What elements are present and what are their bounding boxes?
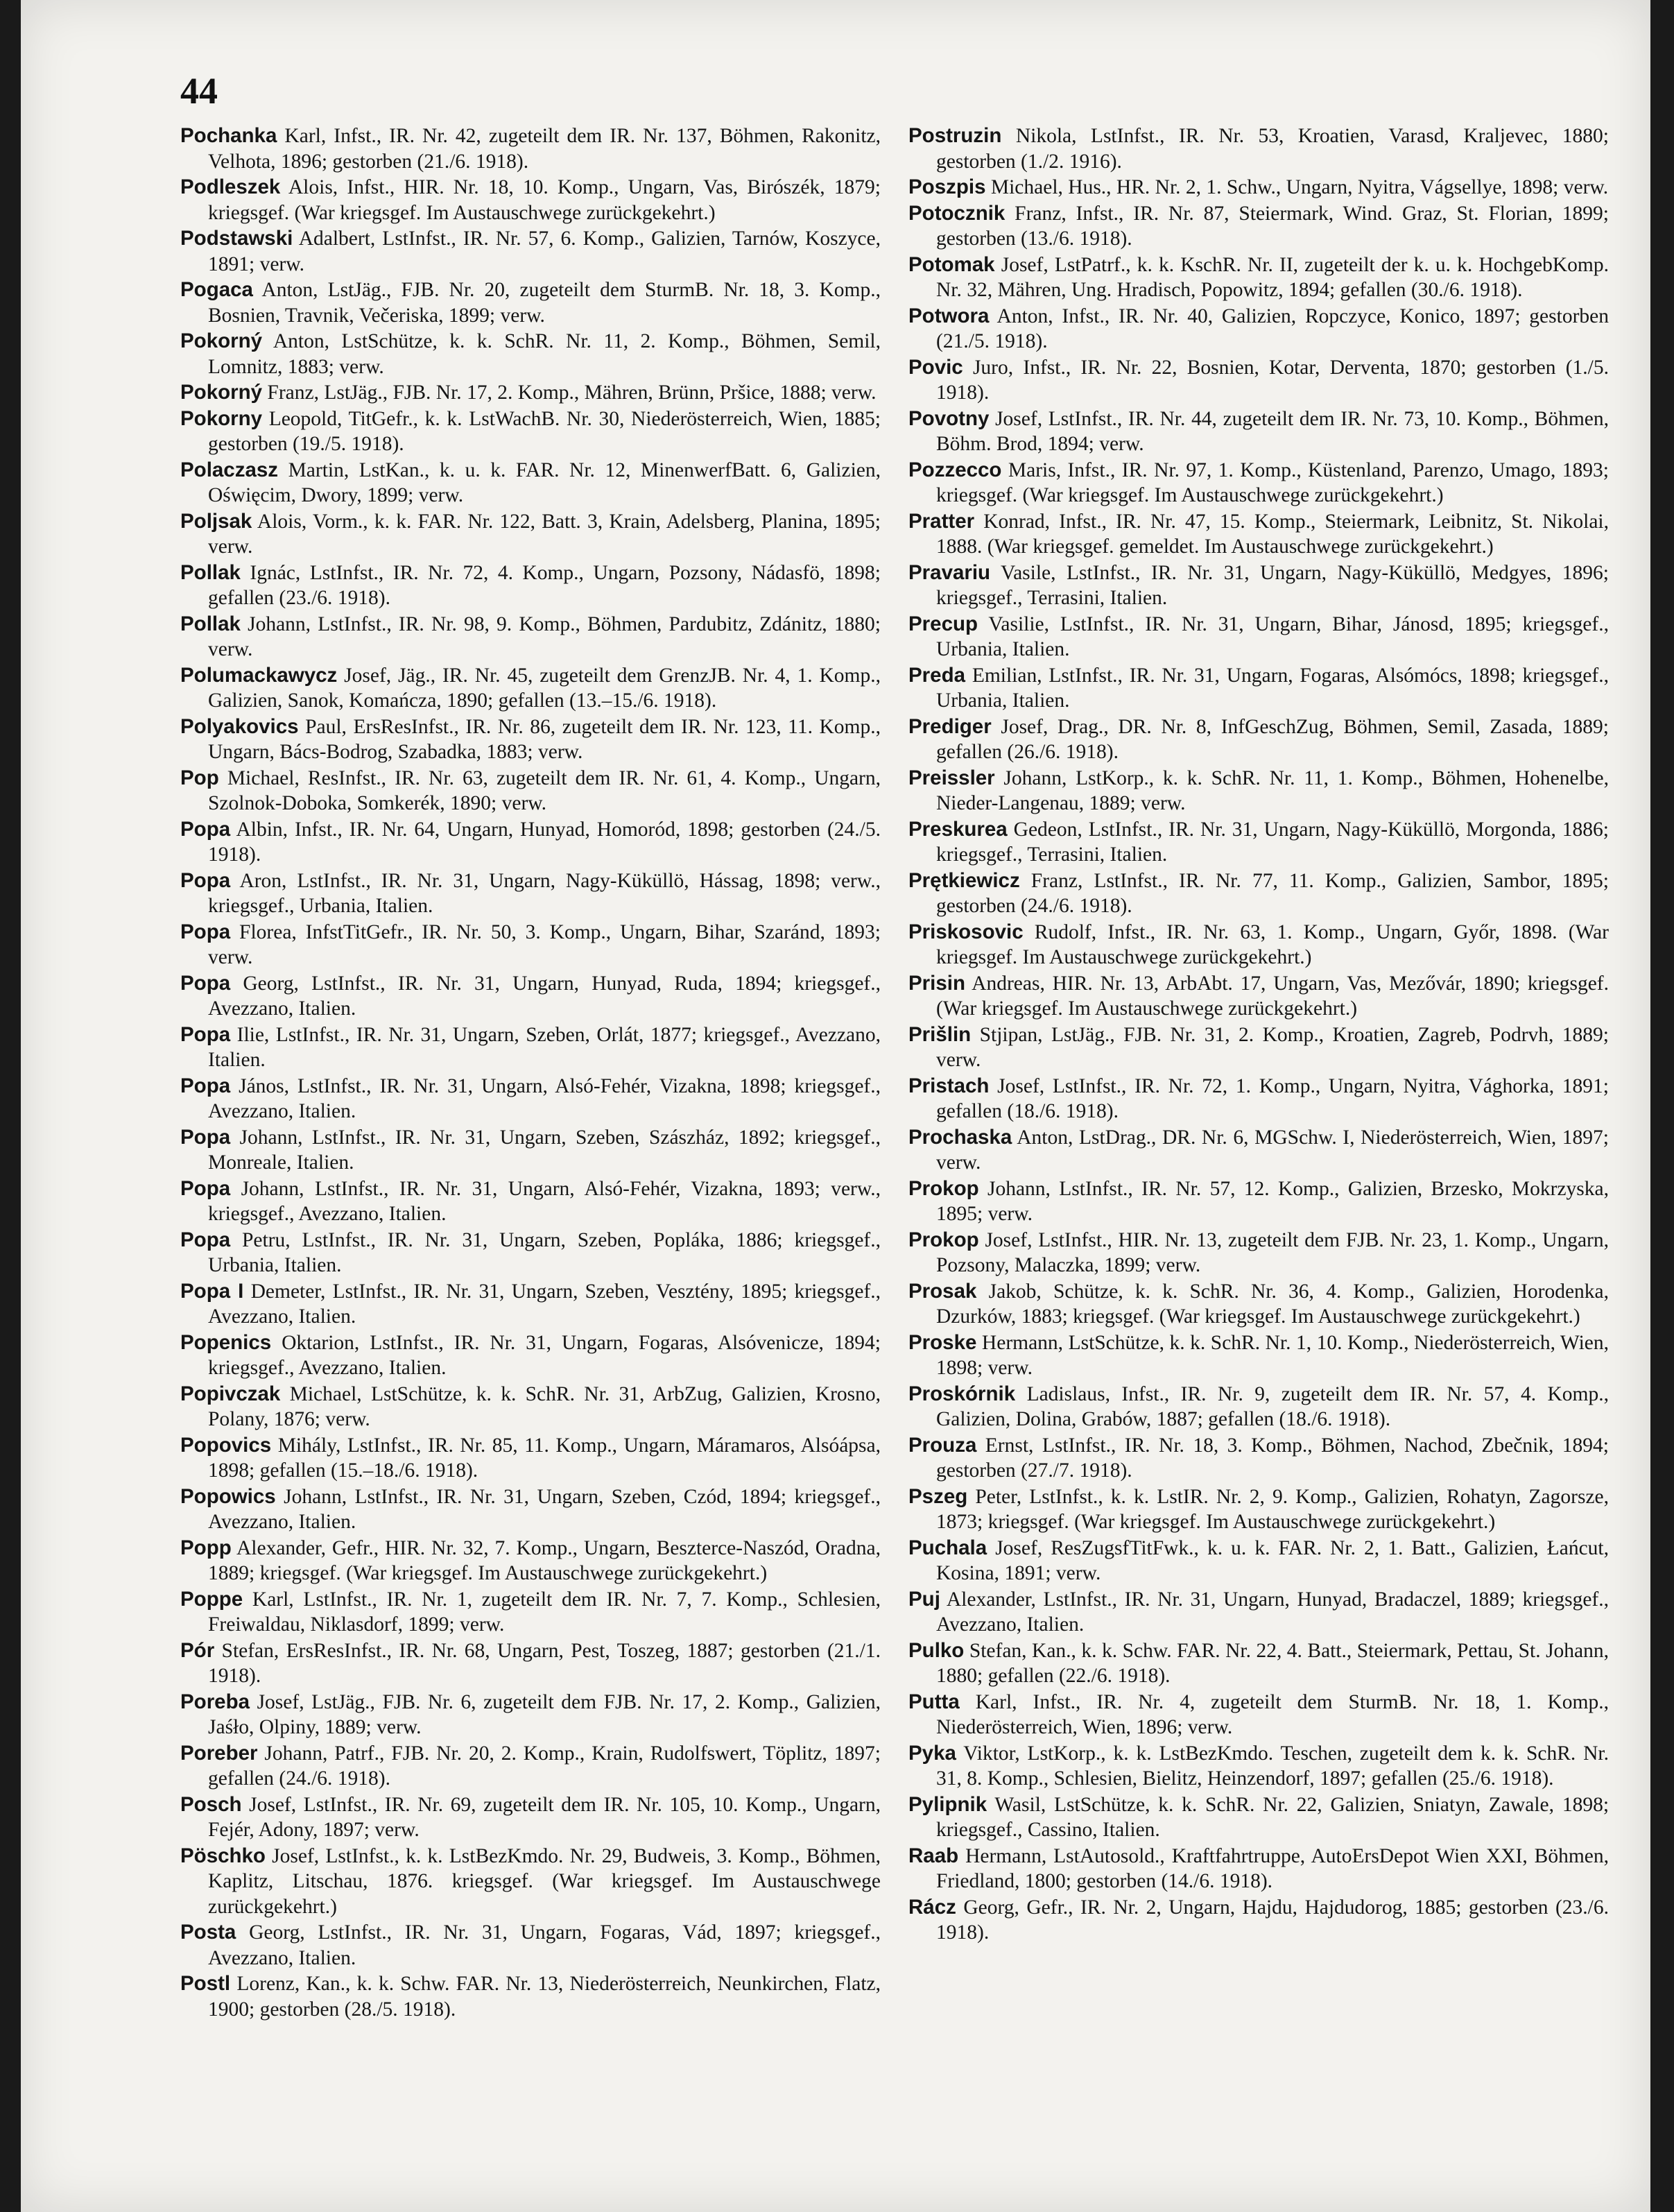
entry-surname: Pozzecco — [908, 458, 1002, 481]
entry-details: Juro, Infst., IR. Nr. 22, Bosnien, Kotar, Derventa, 1870; gestorben (1./5. 1918). — [936, 356, 1609, 404]
list-entry — [908, 509, 1609, 560]
list-entry — [180, 1536, 881, 1586]
entry-surname: Pristach — [908, 1074, 990, 1097]
entry-surname: Pulko — [908, 1638, 965, 1662]
entry-surname: Polaczasz — [180, 458, 279, 481]
entry-surname: Pöschko — [180, 1844, 266, 1867]
entry-surname: Prouza — [908, 1433, 977, 1457]
entry-details: Lorenz, Kan., k. k. Schw. FAR. Nr. 13, Niederösterreich, Neunkirchen, Flatz, 1900; gestorben (28./5. 1918). — [208, 1973, 881, 2021]
entry-surname: Popa — [180, 920, 231, 943]
list-entry — [908, 1382, 1609, 1432]
entry-details: Anton, LstJäg., FJB. Nr. 20, zugeteilt dem SturmB. Nr. 18, 3. Komp., Bosnien, Travnik, Večeriska, 1899; verw. — [208, 279, 881, 327]
entry-details: Mihály, LstInfst., IR. Nr. 85, 11. Komp., Ungarn, Máramaros, Alsóápsa, 1898; gefallen (15.–18./6. 1918). — [208, 1434, 881, 1482]
list-entry — [180, 1690, 881, 1740]
entry-details: Alexander, Gefr., HIR. Nr. 32, 7. Komp., Ungarn, Beszterce-Naszód, Oradna, 1889; kriegsgef. (War kriegsgef. Im Austauschwege zurückgekehrt.) — [208, 1536, 881, 1584]
entry-surname: Popa I — [180, 1279, 244, 1303]
entry-surname: Preda — [908, 663, 965, 687]
entry-surname: Popa — [180, 868, 231, 892]
entry-details: Franz, LstJäg., FJB. Nr. 17, 2. Komp., Mähren, Brünn, Pršice, 1888; verw. — [267, 381, 877, 404]
entry-details: Konrad, Infst., IR. Nr. 47, 15. Komp., Steiermark, Leibnitz, St. Nikolai, 1888. (War kriegsgef. gemeldet. Im Austauschwege zurückgekehrt.) — [936, 510, 1610, 558]
entry-surname: Prediger — [908, 714, 992, 738]
entry-surname: Pokorný — [180, 381, 263, 404]
entry-surname: Popivczak — [180, 1382, 281, 1405]
entry-details: Andreas, HIR. Nr. 13, ArbAbt. 17, Ungarn, Vas, Mezővár, 1890; kriegsgef. (War kriegsgef. Im Austauschwege zurückgekehrt.) — [936, 972, 1610, 1020]
list-entry — [908, 766, 1609, 816]
entry-details: Gedeon, LstInfst., IR. Nr. 31, Ungarn, Nagy-Küküllö, Morgonda, 1886; kriegsgef., Terrasini, Italien. — [936, 818, 1610, 866]
entry-details: Stefan, Kan., k. k. Schw. FAR. Nr. 22, 4. Batt., Steiermark, Pettau, St. Johann, 1880; gefallen (22./6. 1918). — [936, 1639, 1610, 1687]
entry-surname: Prišlin — [908, 1022, 972, 1046]
entry-details: Vasile, LstInfst., IR. Nr. 31, Ungarn, Nagy-Küküllö, Medgyes, 1896; kriegsgef., Terrasini, Italien. — [936, 561, 1609, 609]
entry-surname: Precup — [908, 612, 978, 635]
list-entry — [908, 1330, 1609, 1381]
list-entry — [908, 1895, 1609, 1946]
entry-surname: Potocznik — [908, 201, 1006, 225]
entry-surname: Postl — [180, 1972, 231, 1995]
entry-details: Viktor, LstKorp., k. k. LstBezKmdo. Teschen, zugeteilt dem k. k. SchR. Nr. 31, 8. Komp., Schlesien, Bielitz, Heinzendorf, 1897; gefallen (25./6. 1918). — [936, 1742, 1609, 1790]
entry-surname: Rácz — [908, 1895, 956, 1919]
list-entry — [908, 458, 1609, 508]
entry-surname: Prokop — [908, 1228, 979, 1251]
list-entry — [908, 1228, 1609, 1278]
entry-surname: Posta — [180, 1921, 236, 1944]
entry-details: Ladislaus, Infst., IR. Nr. 9, zugeteilt dem IR. Nr. 57, 4. Komp., Galizien, Dolina, Grabów, 1887; gefallen (18./6. 1918). — [936, 1382, 1609, 1430]
list-entry — [180, 1125, 881, 1176]
entry-details: János, LstInfst., IR. Nr. 31, Ungarn, Alsó-Fehér, Vizakna, 1898; kriegsgef., Avezzano, Italien. — [208, 1074, 881, 1122]
entry-surname: Puj — [908, 1587, 940, 1611]
list-entry — [180, 868, 881, 919]
entry-surname: Prisin — [908, 971, 965, 995]
page-number: 44 — [180, 70, 218, 112]
entry-details: Karl, Infst., IR. Nr. 4, zugeteilt dem SturmB. Nr. 18, 1. Komp., Niederösterreich, Wien, 1896; verw. — [936, 1690, 1610, 1738]
entry-surname: Popa — [180, 1125, 231, 1149]
entry-details: Peter, LstInfst., k. k. LstIR. Nr. 2, 9. Komp., Galizien, Rohatyn, Zagorsze, 1873; kriegsgef. (War kriegsgef. Im Austauschwege zurückgekehrt.) — [936, 1485, 1610, 1533]
list-entry — [908, 355, 1609, 406]
document-page — [21, 0, 1650, 2212]
entry-details: Josef, ResZugsfTitFwk., k. u. k. FAR. Nr. 2, 1. Batt., Galizien, Łańcut, Kosina, 1891; verw. — [936, 1536, 1609, 1584]
entry-details: Adalbert, LstInfst., IR. Nr. 57, 6. Komp., Galizien, Tarnów, Koszyce, 1891; verw. — [208, 228, 881, 275]
entry-details: Leopold, TitGefr., k. k. LstWachB. Nr. 30, Niederösterreich, Wien, 1885; gestorben (19./5. 1918). — [208, 407, 881, 455]
entry-surname: Priskosovic — [908, 920, 1024, 943]
entry-surname: Pop — [180, 766, 219, 789]
list-entry — [908, 175, 1609, 200]
entry-surname: Pyka — [908, 1741, 956, 1765]
list-entry — [908, 1690, 1609, 1740]
list-entry — [180, 1587, 881, 1638]
entry-surname: Poljsak — [180, 509, 252, 533]
right-column — [908, 123, 1609, 1946]
list-entry — [180, 1330, 881, 1381]
list-entry — [180, 1971, 881, 2022]
list-entry — [180, 329, 881, 379]
entry-surname: Pokorný — [180, 329, 263, 352]
entry-surname: Preissler — [908, 766, 995, 789]
entry-details: Josef, LstInfst., IR. Nr. 72, 1. Komp., Ungarn, Nyitra, Vághorka, 1891; gefallen (18./6. 1918). — [936, 1074, 1609, 1122]
list-entry — [908, 920, 1609, 970]
list-entry — [180, 1484, 881, 1535]
list-entry — [908, 304, 1609, 354]
entry-details: Florea, InfstTitGefr., IR. Nr. 50, 3. Komp., Ungarn, Bihar, Szaránd, 1893; verw. — [208, 920, 881, 968]
entry-surname: Pylipnik — [908, 1792, 987, 1816]
entry-details: Michael, ResInfst., IR. Nr. 63, zugeteilt dem IR. Nr. 61, 4. Komp., Ungarn, Szolnok-Doboka, Somkerék, 1890; verw. — [208, 766, 881, 814]
list-entry — [180, 971, 881, 1022]
entry-surname: Pokorny — [180, 406, 263, 430]
list-entry — [180, 458, 881, 508]
list-entry — [908, 1176, 1609, 1227]
entry-details: Emilian, LstInfst., IR. Nr. 31, Ungarn, Fogaras, Alsómócs, 1898; kriegsgef., Urbania, Italien. — [936, 664, 1610, 712]
list-entry — [908, 252, 1609, 303]
entry-surname: Prochaska — [908, 1125, 1012, 1149]
entry-details: Wasil, LstSchütze, k. k. SchR. Nr. 22, Galizien, Sniatyn, Zawale, 1898; kriegsgef., Cassino, Italien. — [936, 1793, 1610, 1841]
entry-surname: Povotny — [908, 406, 990, 430]
list-entry — [180, 1279, 881, 1330]
list-entry — [180, 920, 881, 970]
entry-surname: Poreber — [180, 1741, 258, 1765]
list-entry — [180, 380, 881, 406]
entry-details: Michael, Hus., HR. Nr. 2, 1. Schw., Ungarn, Nyitra, Vágsellye, 1898; verw. — [990, 176, 1609, 198]
entry-details: Petru, LstInfst., IR. Nr. 31, Ungarn, Szeben, Popláka, 1886; kriegsgef., Urbania, Italien. — [208, 1228, 881, 1276]
entry-details: Georg, LstInfst., IR. Nr. 31, Ungarn, Fogaras, Vád, 1897; kriegsgef., Avezzano, Italien. — [208, 1921, 881, 1969]
list-entry — [180, 1074, 881, 1124]
entry-surname: Podleszek — [180, 175, 281, 198]
entry-details: Josef, Jäg., IR. Nr. 45, zugeteilt dem GrenzJB. Nr. 4, 1. Komp., Galizien, Sanok, Komańcza, 1890; gefallen (13.–15./6. 1918). — [208, 664, 881, 712]
list-entry — [908, 817, 1609, 868]
entry-details: Jakob, Schütze, k. k. SchR. Nr. 36, 4. Komp., Galizien, Horodenka, Dzurków, 1883; kriegsgef. (War kriegsgef. Im Austauschwege zurückgekehrt.) — [936, 1280, 1610, 1328]
entry-surname: Postruzin — [908, 124, 1002, 147]
list-entry — [908, 1433, 1609, 1484]
entry-details: Albin, Infst., IR. Nr. 64, Ungarn, Hunyad, Homoród, 1898; gestorben (24./5. 1918). — [208, 818, 881, 866]
list-entry — [908, 714, 1609, 765]
list-entry — [908, 1844, 1609, 1894]
entry-surname: Popa — [180, 1074, 231, 1097]
list-entry — [180, 1382, 881, 1432]
entry-details: Josef, LstInfst., IR. Nr. 44, zugeteilt dem IR. Nr. 73, 10. Komp., Böhmen, Böhm. Brod, 1894; verw. — [936, 407, 1610, 455]
list-entry — [180, 226, 881, 277]
list-entry — [908, 1279, 1609, 1330]
entry-details: Anton, LstSchütze, k. k. SchR. Nr. 11, 2. Komp., Böhmen, Semil, Lomnitz, 1883; verw. — [208, 330, 881, 378]
list-entry — [180, 714, 881, 765]
entry-details: Maris, Infst., IR. Nr. 97, 1. Komp., Küstenland, Parenzo, Umago, 1893; kriegsgef. (War kriegsgef. Im Austauschwege zurückgekehrt.) — [936, 458, 1610, 506]
entry-surname: Pravariu — [908, 560, 991, 584]
entry-details: Josef, LstInfst., IR. Nr. 69, zugeteilt dem IR. Nr. 105, 10. Komp., Ungarn, Fejér, Adony, 1897; verw. — [208, 1793, 881, 1841]
list-entry — [180, 612, 881, 662]
list-entry — [908, 1484, 1609, 1535]
entry-surname: Pollak — [180, 612, 241, 635]
entry-details: Josef, LstJäg., FJB. Nr. 6, zugeteilt dem FJB. Nr. 17, 2. Komp., Galizien, Jaśło, Olpiny, 1889; verw. — [208, 1690, 881, 1738]
entry-surname: Prosak — [908, 1279, 977, 1303]
entry-surname: Puchala — [908, 1536, 987, 1559]
entry-details: Alois, Infst., HIR. Nr. 18, 10. Komp., Ungarn, Vas, Birószék, 1879; kriegsgef. (War kriegsgef. Im Austauschwege zurückgekehrt.) — [208, 176, 881, 224]
entry-details: Johann, LstInfst., IR. Nr. 98, 9. Komp., Böhmen, Pardubitz, Zdánitz, 1880; verw. — [208, 612, 881, 660]
list-entry — [180, 123, 881, 174]
entry-surname: Popovics — [180, 1433, 272, 1457]
entry-surname: Proske — [908, 1330, 977, 1354]
entry-details: Anton, LstDrag., DR. Nr. 6, MGSchw. I, Niederösterreich, Wien, 1897; verw. — [936, 1126, 1609, 1174]
entry-details: Johann, LstInfst., IR. Nr. 31, Ungarn, Alsó-Fehér, Vizakna, 1893; verw., kriegsgef., Avezzano, Italien. — [208, 1177, 881, 1225]
entry-surname: Popa — [180, 1176, 231, 1200]
list-entry — [180, 1844, 881, 1920]
entry-surname: Popa — [180, 1228, 231, 1251]
entry-details: Vasilie, LstInfst., IR. Nr. 31, Ungarn, Bihar, Jánosd, 1895; kriegsgef., Urbania, Italien. — [936, 612, 1609, 660]
list-entry — [180, 1228, 881, 1278]
entry-surname: Posch — [180, 1792, 242, 1816]
entry-surname: Potwora — [908, 304, 990, 327]
entry-details: Johann, Patrf., FJB. Nr. 20, 2. Komp., Krain, Rudolfswert, Töplitz, 1897; gefallen (24./6. 1918). — [208, 1742, 881, 1790]
entry-surname: Prokop — [908, 1176, 979, 1200]
entry-details: Hermann, LstSchütze, k. k. SchR. Nr. 1, 10. Komp., Niederösterreich, Wien, 1898; verw. — [936, 1331, 1610, 1379]
entry-details: Rudolf, Infst., IR. Nr. 63, 1. Komp., Ungarn, Győr, 1898. (War kriegsgef. Im Austauschwege zurückgekehrt.) — [936, 920, 1609, 968]
entry-surname: Popp — [180, 1536, 232, 1559]
entry-surname: Popenics — [180, 1330, 272, 1354]
list-entry — [908, 1638, 1609, 1689]
list-entry — [908, 406, 1609, 457]
entry-details: Hermann, LstAutosold., Kraftfahrtruppe, AutoErsDepot Wien XXI, Böhmen, Friedland, 1800; gestorben (14./6. 1918). — [936, 1844, 1609, 1892]
entry-details: Alexander, LstInfst., IR. Nr. 31, Ungarn, Hunyad, Bradaczel, 1889; kriegsgef., Avezzano, Italien. — [936, 1588, 1609, 1636]
entry-details: Josef, Drag., DR. Nr. 8, InfGeschZug, Böhmen, Semil, Zasada, 1889; gefallen (26./6. 1918). — [936, 715, 1609, 763]
list-entry — [180, 766, 881, 816]
entry-details: Franz, LstInfst., IR. Nr. 77, 11. Komp., Galizien, Sambor, 1895; gestorben (24./6. 1918). — [936, 869, 1609, 917]
entry-details: Karl, LstInfst., IR. Nr. 1, zugeteilt dem IR. Nr. 7, 7. Komp., Schlesien, Freiwaldau, Niklasdorf, 1899; verw. — [208, 1588, 881, 1636]
list-entry — [180, 1741, 881, 1792]
entry-surname: Pratter — [908, 509, 975, 533]
entry-details: Georg, LstInfst., IR. Nr. 31, Ungarn, Hunyad, Ruda, 1894; kriegsgef., Avezzano, Italien. — [208, 972, 881, 1020]
entry-surname: Polyakovics — [180, 714, 299, 738]
entry-surname: Pór — [180, 1638, 215, 1662]
entry-surname: Poszpis — [908, 175, 986, 198]
entry-details: Stefan, ErsResInfst., IR. Nr. 68, Ungarn, Pest, Toszeg, 1887; gestorben (21./1. 1918). — [208, 1639, 881, 1687]
entry-details: Ilie, LstInfst., IR. Nr. 31, Ungarn, Szeben, Orlát, 1877; kriegsgef., Avezzano, Italien. — [208, 1023, 881, 1071]
list-entry — [908, 971, 1609, 1022]
list-entry — [180, 1022, 881, 1073]
list-entry — [908, 1022, 1609, 1073]
left-column — [180, 123, 881, 2023]
entry-surname: Pszeg — [908, 1484, 968, 1508]
entry-surname: Potomak — [908, 252, 995, 276]
entry-surname: Pollak — [180, 560, 241, 584]
entry-details: Johann, LstInfst., IR. Nr. 31, Ungarn, Szeben, Czód, 1894; kriegsgef., Avezzano, Italien. — [208, 1485, 881, 1533]
list-entry — [180, 406, 881, 457]
entry-details: Josef, LstPatrf., k. k. KschR. Nr. II, zugeteilt der k. u. k. HochgebKomp. Nr. 32, Mähren, Ung. Hradisch, Popowitz, 1894; gefallen (30./6. 1918). — [936, 253, 1610, 301]
entry-surname: Povic — [908, 355, 963, 379]
entry-details: Josef, LstInfst., HIR. Nr. 13, zugeteilt dem FJB. Nr. 23, 1. Komp., Ungarn, Pozsony, Malaczka, 1899; verw. — [936, 1228, 1610, 1276]
list-entry — [180, 663, 881, 714]
list-entry — [180, 1792, 881, 1843]
entry-details: Stjipan, LstJäg., FJB. Nr. 31, 2. Komp., Kroatien, Zagreb, Podrvh, 1889; verw. — [936, 1023, 1610, 1071]
entry-details: Ignác, LstInfst., IR. Nr. 72, 4. Komp., Ungarn, Pozsony, Nádasfö, 1898; gefallen (23./6. 1918). — [208, 561, 881, 609]
entry-surname: Proskórnik — [908, 1382, 1016, 1405]
entry-surname: Pochanka — [180, 124, 277, 147]
list-entry — [180, 277, 881, 328]
entry-surname: Pogaca — [180, 278, 253, 301]
entry-surname: Popa — [180, 1022, 231, 1046]
entry-surname: Podstawski — [180, 227, 293, 250]
list-entry — [908, 868, 1609, 919]
entry-details: Johann, LstKorp., k. k. SchR. Nr. 11, 1. Komp., Böhmen, Hohenelbe, Nieder-Langenau, 1889; verw. — [936, 766, 1609, 814]
list-entry — [180, 175, 881, 225]
list-entry — [908, 560, 1609, 611]
entry-details: Oktarion, LstInfst., IR. Nr. 31, Ungarn, Fogaras, Alsóvenicze, 1894; kriegsgef., Avezzano, Italien. — [208, 1331, 881, 1379]
entry-details: Nikola, LstInfst., IR. Nr. 53, Kroatien, Varasd, Kraljevec, 1880; gestorben (1./2. 1916). — [936, 125, 1609, 173]
list-entry — [180, 560, 881, 611]
entry-surname: Raab — [908, 1844, 959, 1867]
entry-surname: Preskurea — [908, 817, 1008, 841]
entry-details: Ernst, LstInfst., IR. Nr. 18, 3. Komp., Böhmen, Nachod, Zbečnik, 1894; gestorben (27./7. 1918). — [936, 1434, 1609, 1482]
list-entry — [908, 1741, 1609, 1792]
entry-surname: Poreba — [180, 1690, 250, 1713]
list-entry — [908, 201, 1609, 252]
list-entry — [180, 1638, 881, 1689]
list-entry — [908, 123, 1609, 174]
entry-details: Michael, LstSchütze, k. k. SchR. Nr. 31, ArbZug, Galizien, Krosno, Polany, 1876; verw. — [208, 1382, 881, 1430]
entry-details: Paul, ErsResInfst., IR. Nr. 86, zugeteilt dem IR. Nr. 123, 11. Komp., Ungarn, Bács-Bodrog, Szabadka, 1883; verw. — [208, 715, 881, 763]
list-entry — [180, 1920, 881, 1971]
list-entry — [908, 1125, 1609, 1176]
entry-details: Anton, Infst., IR. Nr. 40, Galizien, Ropczyce, Konico, 1897; gestorben (21./5. 1918). — [936, 305, 1609, 352]
entry-details: Johann, LstInfst., IR. Nr. 57, 12. Komp., Galizien, Brzesko, Mokrzyska, 1895; verw. — [936, 1177, 1610, 1225]
entry-details: Aron, LstInfst., IR. Nr. 31, Ungarn, Nagy-Küküllö, Hássag, 1898; verw., kriegsgef., Urbania, Italien. — [208, 869, 881, 917]
list-entry — [908, 1792, 1609, 1843]
list-entry — [180, 509, 881, 560]
entry-surname: Prętkiewicz — [908, 868, 1020, 892]
entry-surname: Poppe — [180, 1587, 243, 1611]
entry-surname: Putta — [908, 1690, 960, 1713]
list-entry — [180, 1433, 881, 1484]
entry-details: Alois, Vorm., k. k. FAR. Nr. 122, Batt. 3, Krain, Adelsberg, Planina, 1895; verw. — [208, 510, 881, 558]
entry-surname: Polumackawycz — [180, 663, 338, 687]
entry-details: Franz, Infst., IR. Nr. 87, Steiermark, Wind. Graz, St. Florian, 1899; gestorben (13./6. 1918). — [936, 202, 1609, 250]
list-entry — [908, 663, 1609, 714]
list-entry — [180, 1176, 881, 1227]
entry-surname: Popowics — [180, 1484, 276, 1508]
entry-surname: Popa — [180, 817, 231, 841]
list-entry — [908, 1074, 1609, 1124]
list-entry — [180, 817, 881, 868]
entry-details: Josef, LstInfst., k. k. LstBezKmdo. Nr. 29, Budweis, 3. Komp., Böhmen, Kaplitz, Litschau, 1876. kriegsgef. (War kriegsgef. Im Austauschwege zurückgekehrt.) — [208, 1844, 881, 1918]
list-entry — [908, 1536, 1609, 1586]
entry-details: Karl, Infst., IR. Nr. 42, zugeteilt dem IR. Nr. 137, Böhmen, Rakonitz, Velhota, 1896; gestorben (21./6. 1918). — [208, 125, 881, 173]
entry-details: Johann, LstInfst., IR. Nr. 31, Ungarn, Szeben, Szászház, 1892; kriegsgef., Monreale, Italien. — [208, 1126, 881, 1174]
list-entry — [908, 612, 1609, 662]
entry-details: Demeter, LstInfst., IR. Nr. 31, Ungarn, Szeben, Vesztény, 1895; kriegsgef., Avezzano, Italien. — [208, 1280, 881, 1328]
entry-details: Martin, LstKan., k. u. k. FAR. Nr. 12, MinenwerfBatt. 6, Galizien, Oświęcim, Dwory, 1899; verw. — [208, 458, 881, 506]
entry-surname: Popa — [180, 971, 231, 995]
list-entry — [908, 1587, 1609, 1638]
entry-details: Georg, Gefr., IR. Nr. 2, Ungarn, Hajdu, Hajdudorog, 1885; gestorben (23./6. 1918). — [936, 1896, 1610, 1944]
